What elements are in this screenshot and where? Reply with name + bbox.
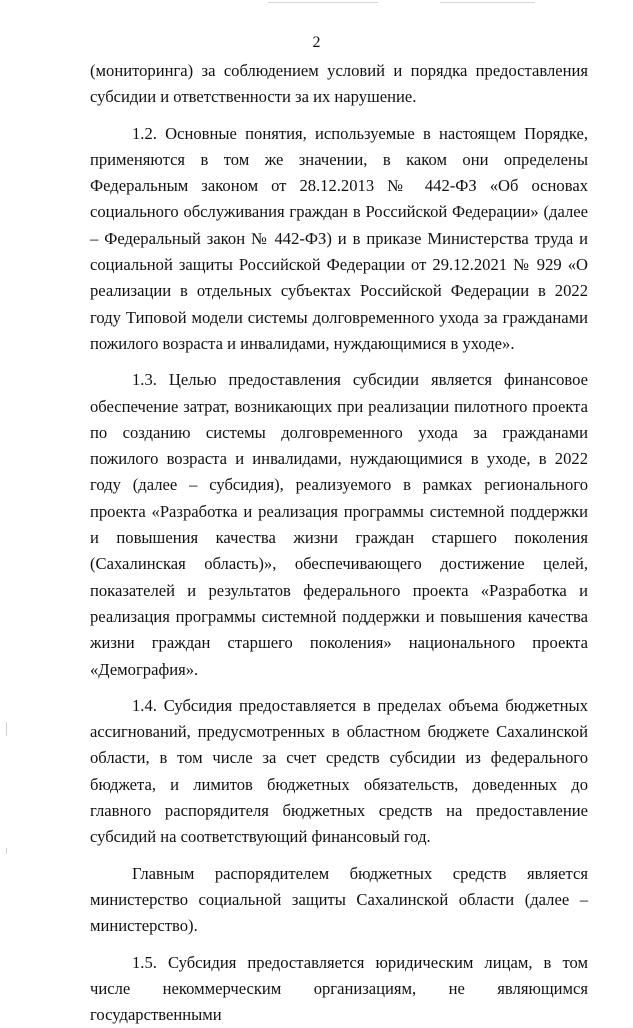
scan-margin-mark bbox=[6, 722, 7, 736]
paragraph-gap bbox=[90, 683, 588, 693]
paragraph-1-4-subsidy-limits: 1.4. Субсидия предоставляется в пределах объема бюджетных ассигнований, предусмотренных в областном бюджете Сахалинской области, в том числе за счет средств субсидии из федерального бюджета, и лимитов бюджетных обязательств, доведенных до главного распорядителя бюджетных средств на предоставление субсидий на соответствующий финансовый год. bbox=[90, 693, 588, 851]
paragraph-1-2-basic-concepts: 1.2. Основные понятия, используемые в настоящем Порядке, применяются в том же значении, в каком они определены Федеральным законом от 28.12.2013 № 442-ФЗ «Об основах социального обслуживания граждан в Российской Федерации» (далее – Федеральный закон № 442-ФЗ) и в приказе Министерства труда и социальной защиты Российской Федерации от 29.12.2021 № 929 «О реализации в отдельных субъектах Российской Федерации в 2022 году Типовой модели системы долговременного ухода за гражданами пожилого возраста и инвалидами, нуждающимися в уходе». bbox=[90, 121, 588, 358]
paragraph-gap bbox=[90, 111, 588, 121]
paragraph-monitoring-continuation: (мониторинга) за соблюдением условий и порядка предоставления субсидии и ответственности за их нарушение. bbox=[90, 58, 588, 111]
paragraph-1-3-subsidy-goal: 1.3. Целью предоставления субсидии является финансовое обеспечение затрат, возникающих при реализации пилотного проекта по созданию системы долговременного ухода за гражданами пожилого возраста и инвалидами, нуждающимися в уходе, в 2022 году (далее – субсидия), реализуемого в рамках регионального проекта «Разработка и реализация программы системной поддержки и повышения качества жизни граждан старшего поколения (Сахалинская область)», обеспечивающего достижение целей, показателей и результатов федерального проекта «Разработка и реализация программы системной поддержки и повышения качества жизни граждан старшего поколения» национального проекта «Демография». bbox=[90, 367, 588, 683]
scan-edge-line bbox=[440, 2, 535, 3]
scan-margin-mark bbox=[6, 848, 7, 854]
page-number: 2 bbox=[0, 33, 633, 53]
paragraph-gap bbox=[90, 940, 588, 950]
document-body bbox=[90, 58, 588, 1028]
paragraph-main-manager: Главным распорядителем бюджетных средств является министерство социальной защиты Сахалинской области (далее – министерство). bbox=[90, 861, 588, 940]
paragraph-gap bbox=[90, 357, 588, 367]
paragraph-gap bbox=[90, 851, 588, 861]
scan-edge-line bbox=[268, 2, 378, 3]
paragraph-1-5-recipients: 1.5. Субсидия предоставляется юридическим лицам, в том числе некоммерческим организациям, не являющимся государственными bbox=[90, 950, 588, 1028]
